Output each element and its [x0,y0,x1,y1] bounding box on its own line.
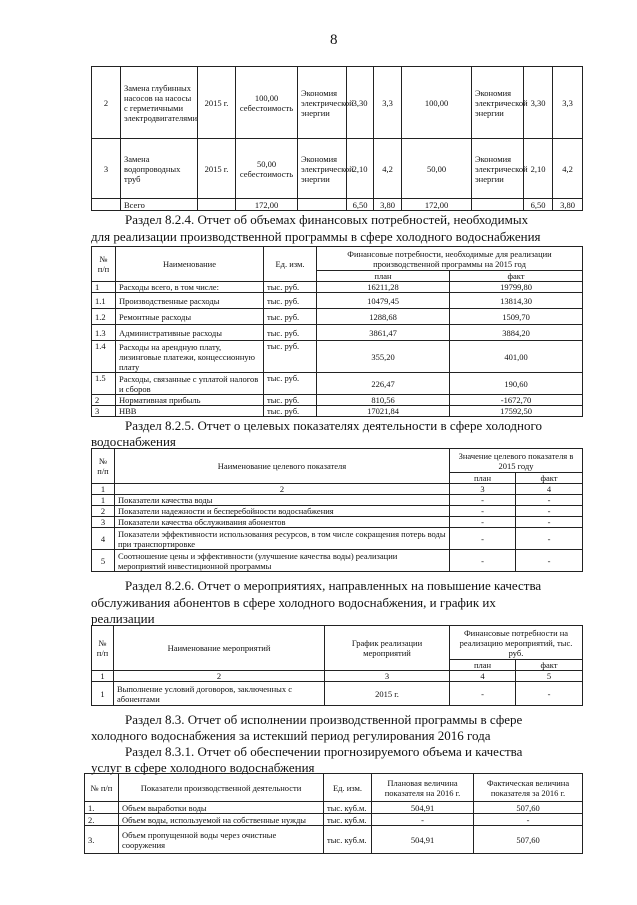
row-name: Объем пропущенной воды через очистные сооружения [119,826,324,854]
row-name: Расходы на арендную плату, лизинговые платежи, концессионную плату [116,341,264,373]
total-cost: 172,00 [236,199,298,211]
row-fact: 3884,20 [450,325,583,341]
total-value: 3,80 [553,199,583,211]
measure-value: 3,3 [553,67,583,139]
col-index: 5 [516,671,583,682]
measure-year: 2015 г. [198,67,236,139]
service-measures-table [91,625,583,706]
row-fact: 13814,30 [450,293,583,309]
table-row [92,67,583,139]
row-number: 1.2 [92,309,116,325]
row-fact: - [516,528,583,550]
table-row [92,325,583,341]
measure-effect: Экономия электрической энергии [472,67,524,139]
col-header-plan: план [450,660,516,671]
row-unit: тыс. руб. [264,395,317,406]
measure-value: 3,30 [524,67,553,139]
page-number: 8 [330,32,338,48]
row-unit: тыс. руб. [264,325,317,341]
col-header-plan: Плановая величина показателя на 2016 г. [372,774,474,802]
row-unit: тыс. куб.м. [324,802,372,814]
measure-value: 4,2 [553,139,583,199]
row-plan: - [450,550,516,572]
row-number: 2. [85,814,119,826]
col-index: 3 [450,484,516,495]
row-name: Показатели качества обслуживания абонентов [115,517,450,528]
row-number: 1.5 [92,373,116,395]
row-number: 2 [92,67,121,139]
row-number: 1.1 [92,293,116,309]
row-fact: 17592,50 [450,406,583,417]
row-fact: 1509,70 [450,309,583,325]
col-header-plan: план [317,271,450,282]
table-row [92,395,583,406]
table-row [92,495,583,506]
table-row [92,309,583,325]
section-825-heading-1: Раздел 8.2.5. Отчет о целевых показателях деятельности в сфере холодного [125,418,542,433]
table-row [92,550,583,572]
row-plan: 810,56 [317,395,450,406]
row-fact: 507,60 [474,802,583,814]
measure-amount: 100,00 [402,67,472,139]
section-824-heading-1: Раздел 8.2.4. Отчет об объемах финансовых потребностей, необходимых [125,212,529,227]
section-826-heading-3: реализации [91,611,155,626]
col-header-fact: факт [516,473,583,484]
section-83-heading-2: холодного водоснабжения за истекший период регулирования 2016 года [91,728,491,743]
col-header-num: № п/п [92,247,116,282]
row-name: Административные расходы [116,325,264,341]
table-row [92,506,583,517]
row-number: 3 [92,139,121,199]
col-index: 4 [450,671,516,682]
row-plan: 1288,68 [317,309,450,325]
row-fact: - [516,506,583,517]
financial-needs-table [91,246,583,417]
col-header-num: № п/п [92,626,114,671]
table-row [92,406,583,417]
measure-effect: Экономия электрической энергии [298,139,347,199]
row-name: НВВ [116,406,264,417]
table-row [92,139,583,199]
table-row [85,814,583,826]
col-header-name: Наименование [116,247,264,282]
table-header-row [92,626,583,660]
measure-name: Замена глубинных насосов на насосы с герметичными электродвигателями [121,67,198,139]
row-number: 3 [92,406,116,417]
row-unit: тыс. руб. [264,373,317,395]
col-header-fact: факт [450,271,583,282]
col-header-name: Наименование мероприятий [114,626,325,671]
row-number: 3. [85,826,119,854]
row-fact: - [516,517,583,528]
row-name: Показатели надежности и бесперебойности водоснабжения [115,506,450,517]
row-name: Соотношение цены и эффективности (улучшение качества воды) реализации мероприятий инвестиционной программы [115,550,450,572]
measure-value: 3,3 [374,67,402,139]
row-plan: - [450,495,516,506]
row-number: 1.4 [92,341,116,373]
row-unit: тыс. руб. [264,293,317,309]
row-number: 1 [92,282,116,293]
row-plan: - [450,528,516,550]
row-plan: - [450,506,516,517]
row-plan: 504,91 [372,802,474,814]
row-plan: 3861,47 [317,325,450,341]
row-name: Производственные расходы [116,293,264,309]
table-row [92,682,583,706]
row-number: 3 [92,517,115,528]
col-header-num: № п/п [92,449,115,484]
col-header-name: Наименование целевого показателя [115,449,450,484]
row-unit: тыс. руб. [264,309,317,325]
row-number: 1.3 [92,325,116,341]
section-826-heading-2: обслуживания абонентов в сфере холодного водоснабжения, и график их [91,595,496,610]
col-index: 1 [92,671,114,682]
section-831-heading-1: Раздел 8.3.1. Отчет об обеспечении прогнозируемого объема и качества [125,744,523,759]
measure-amount: 50,00 [402,139,472,199]
row-number: 1 [92,495,115,506]
total-label: Всего [121,199,198,211]
total-value: 6,50 [524,199,553,211]
measure-effect: Экономия электрической энергии [472,139,524,199]
total-value: 6,50 [347,199,374,211]
col-index: 2 [115,484,450,495]
total-value: 3,80 [374,199,402,211]
row-fact: 507,60 [474,826,583,854]
col-index: 3 [325,671,450,682]
production-indicators-table [84,773,583,854]
row-number: 2 [92,395,116,406]
row-plan: 504,91 [372,826,474,854]
row-fact: -1672,70 [450,395,583,406]
column-index-row [92,484,583,495]
table-header-row [92,247,583,271]
row-unit: тыс. куб.м. [324,814,372,826]
row-name: Ремонтные расходы [116,309,264,325]
section-83-heading-1: Раздел 8.3. Отчет об исполнении производственной программы в сфере [125,712,523,727]
row-plan: - [450,517,516,528]
section-831-heading-2: услуг в сфере холодного водоснабжения [91,760,315,775]
row-fact: - [516,550,583,572]
row-name: Расходы, связанные с уплатой налогов и сборов [116,373,264,395]
row-plan: 17021,84 [317,406,450,417]
measures-table [91,66,583,211]
table-row [92,341,583,373]
measure-value: 2,10 [347,139,374,199]
col-header-unit: Ед. изм. [324,774,372,802]
col-index: 1 [92,484,115,495]
table-row [92,517,583,528]
section-824-heading-2: для реализации производственной программы в сфере холодного водоснабжения [91,229,541,244]
col-index: 2 [114,671,325,682]
table-row [85,802,583,814]
row-fact: - [516,495,583,506]
measure-value: 2,10 [524,139,553,199]
col-index: 4 [516,484,583,495]
measure-cost: 50,00 себестоимость [236,139,298,199]
row-number: 4 [92,528,115,550]
row-name: Расходы всего, в том числе: [116,282,264,293]
row-unit: тыс. руб. [264,406,317,417]
section-825-heading-2: водоснабжения [91,434,176,449]
section-826-heading-1: Раздел 8.2.6. Отчет о мероприятиях, направленных на повышение качества [125,578,542,593]
row-name: Нормативная прибыль [116,395,264,406]
measure-name: Замена водопроводных труб [121,139,198,199]
row-number: 2 [92,506,115,517]
measure-value: 3,30 [347,67,374,139]
row-plan: 226,47 [317,373,450,395]
col-header-target: Значение целевого показателя в 2015 году [450,449,583,473]
row-fact: 19799,80 [450,282,583,293]
row-number: 1. [85,802,119,814]
total-amount: 172,00 [402,199,472,211]
row-number: 1 [92,682,114,706]
row-name: Показатели качества воды [115,495,450,506]
col-header-financial: Финансовые потребности, необходимые для реализации производственной программы на 2015 год [317,247,583,271]
row-fact: - [516,682,583,706]
col-header-name: Показатели производственной деятельности [119,774,324,802]
row-fact: 190,60 [450,373,583,395]
row-number: 5 [92,550,115,572]
column-index-row [92,671,583,682]
table-row [85,826,583,854]
row-name: Объем воды, используемой на собственные нужды [119,814,324,826]
col-header-fact: факт [516,660,583,671]
row-unit: тыс. руб. [264,341,317,373]
col-header-fact: Фактическая величина показателя за 2016 г. [474,774,583,802]
table-row [92,293,583,309]
col-header-unit: Ед. изм. [264,247,317,282]
row-fact: - [474,814,583,826]
row-unit: тыс. куб.м. [324,826,372,854]
table-header-row [85,774,583,802]
row-plan: 16211,28 [317,282,450,293]
row-name: Выполнение условий договоров, заключенных с абонентами [114,682,325,706]
row-unit: тыс. руб. [264,282,317,293]
measure-effect: Экономия электрической энергии [298,67,347,139]
measure-cost: 100,00 себестоимость [236,67,298,139]
col-header-financial: Финансовые потребности на реализацию мероприятий, тыс. руб. [450,626,583,660]
col-header-schedule: График реализации мероприятий [325,626,450,671]
row-name: Показатели эффективности использования ресурсов, в том числе сокращения потерь воды при транспортировке [115,528,450,550]
table-row [92,373,583,395]
table-header-row [92,449,583,473]
row-plan: - [450,682,516,706]
row-plan: 10479,45 [317,293,450,309]
col-header-num: № п/п [85,774,119,802]
col-header-plan: план [450,473,516,484]
row-plan: - [372,814,474,826]
table-row [92,282,583,293]
row-schedule: 2015 г. [325,682,450,706]
row-fact: 401,00 [450,341,583,373]
target-indicators-table [91,448,583,572]
measure-year: 2015 г. [198,139,236,199]
measure-value: 4,2 [374,139,402,199]
total-row [92,199,583,211]
row-plan: 355,20 [317,341,450,373]
table-row [92,528,583,550]
row-name: Объем выработки воды [119,802,324,814]
